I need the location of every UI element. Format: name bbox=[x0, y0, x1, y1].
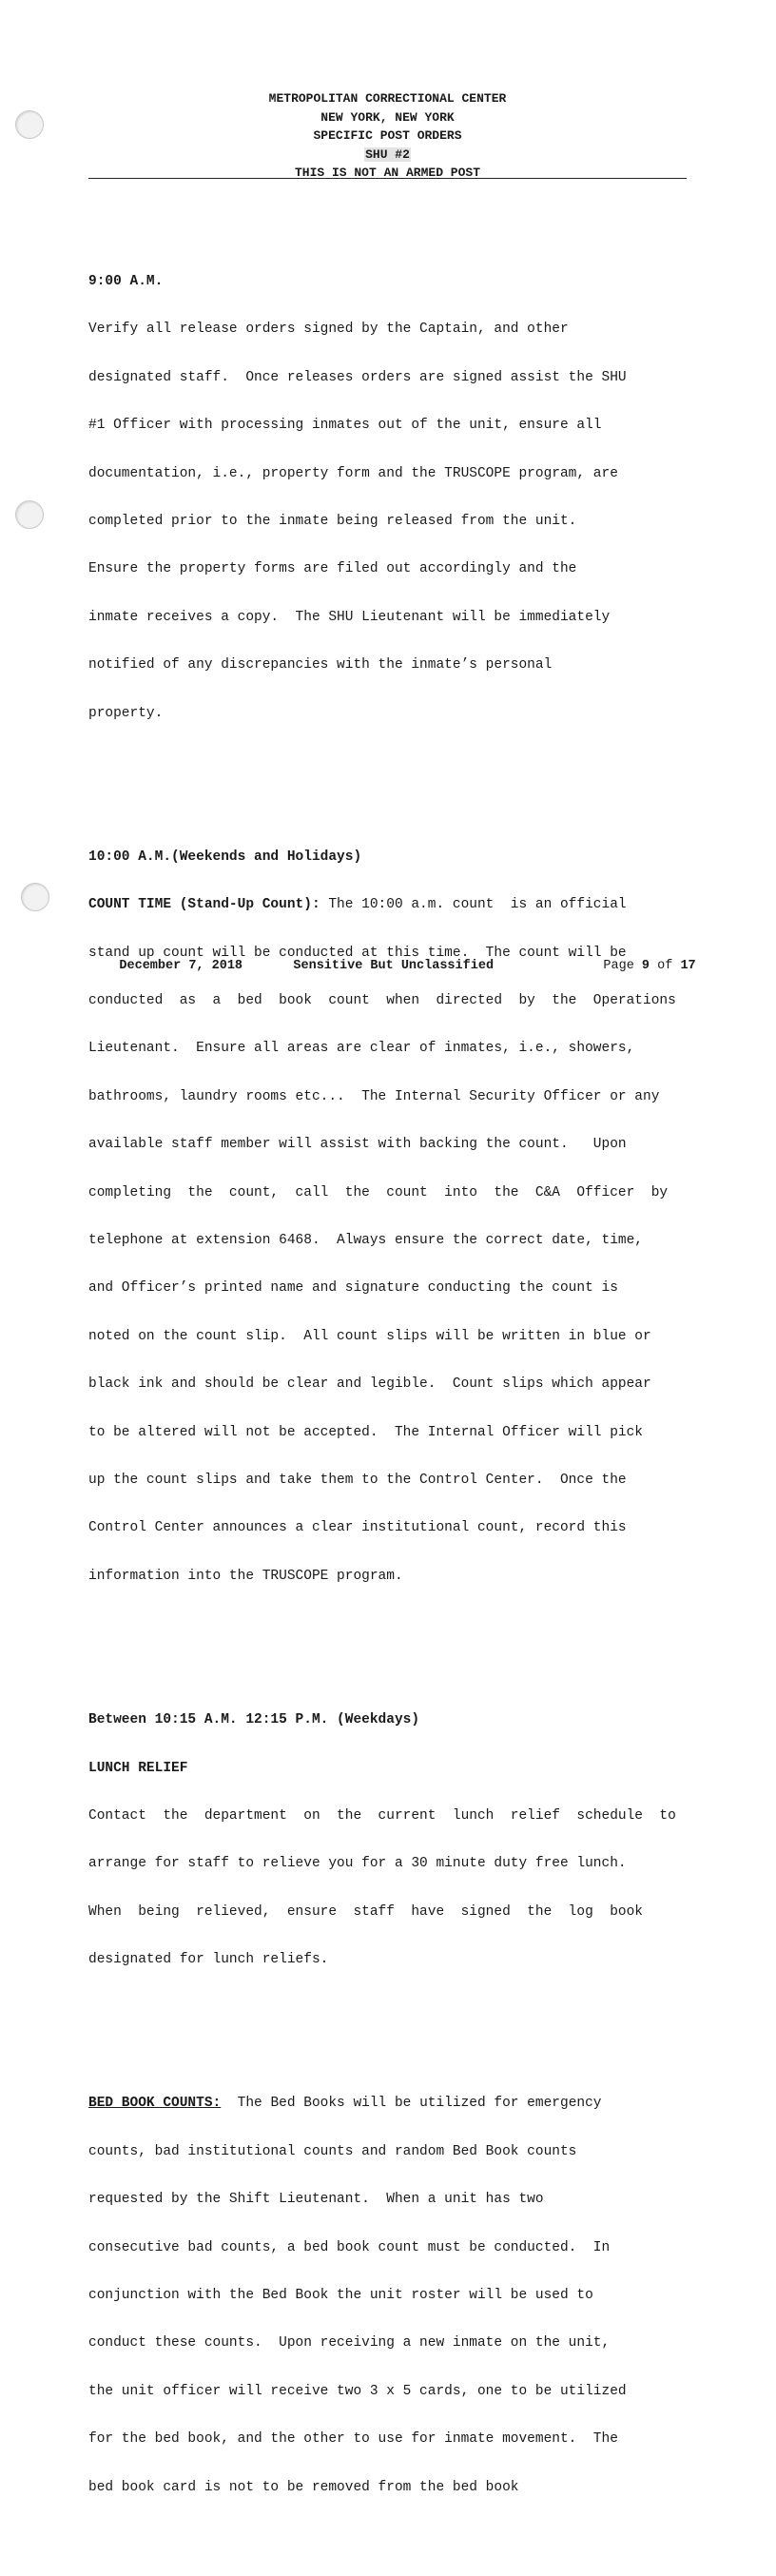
page-label: Page bbox=[603, 959, 634, 973]
text-line: information into the TRUSCOPE program. bbox=[88, 1568, 403, 1584]
of-label: of bbox=[657, 959, 673, 973]
text-line: completing the count, call the count into the C&A Officer by bbox=[88, 1184, 669, 1200]
text-line: property. bbox=[88, 705, 164, 721]
text-line-rest: The Bed Books will be utilized for emergency bbox=[221, 2096, 602, 2112]
text-line: When being relieved, ensure staff have signed the log book bbox=[88, 1903, 643, 1920]
current-page: 9 bbox=[641, 959, 650, 973]
text-line: completed prior to the inmate being released from the unit. bbox=[88, 513, 577, 529]
text-line: #1 Officer with processing inmates out of the unit, ensure all bbox=[88, 418, 602, 434]
text-line: designated staff. Once releases orders are signed assist the SHU bbox=[88, 369, 627, 385]
inline-underlined-label: BED BOOK COUNTS: bbox=[88, 2096, 222, 2112]
text-line: stand up count will be conducted at this time. The count will be bbox=[88, 945, 627, 961]
text-line: counts, bad institutional counts and random Bed Book counts bbox=[88, 2143, 577, 2159]
text-line: up the count slips and take them to the Control Center. Once the bbox=[88, 1472, 627, 1488]
header-location: NEW YORK, NEW YORK bbox=[320, 109, 455, 125]
text-line bbox=[88, 2096, 697, 2112]
text-line: for the bed book, and the other to use for inmate movement. The bbox=[88, 2431, 618, 2448]
document-header bbox=[88, 89, 687, 183]
footer-classification: Sensitive But Unclassified bbox=[293, 959, 495, 973]
text-line: and Officer’s printed name and signature conducting the count is bbox=[88, 1280, 618, 1297]
text-line-rest: The 10:00 a.m. count is an official bbox=[320, 897, 627, 913]
text-line: conducted as a bed book count when directed by the Operations bbox=[88, 993, 676, 1009]
text-line: Verify all release orders signed by the Captain, and other bbox=[88, 322, 569, 338]
total-pages: 17 bbox=[680, 959, 696, 973]
text-line: consecutive bad counts, a bed book count must be conducted. In bbox=[88, 2239, 611, 2255]
text-line: conjunction with the Bed Book the unit roster will be used to bbox=[88, 2288, 593, 2303]
document-body bbox=[88, 194, 697, 2576]
text-line: notified of any discrepancies with the inmate’s personal bbox=[88, 657, 553, 673]
binder-hole-bottom bbox=[21, 883, 49, 911]
text-line: Lieutenant. Ensure all areas are clear of inmates, i.e., showers, bbox=[88, 1041, 635, 1057]
section-count-time bbox=[88, 817, 697, 1616]
text-line: inmate receives a copy. The SHU Lieutenant will be immediately bbox=[88, 609, 611, 625]
header-document-type: SPECIFIC POST ORDERS bbox=[313, 128, 462, 143]
header-post-name: SHU #2 bbox=[365, 146, 410, 162]
text-line bbox=[88, 897, 697, 913]
section-bed-book-counts bbox=[88, 2064, 697, 2527]
text-line: bed book card is not to be removed from the bed book bbox=[88, 2479, 519, 2495]
text-line: requested by the Shift Lieutenant. When a unit has two bbox=[88, 2192, 544, 2208]
section-release-orders bbox=[88, 242, 697, 753]
section-heading: Between 10:15 A.M. 12:15 P.M. (Weekdays) bbox=[88, 1712, 420, 1728]
text-line: available staff member will assist with backing the count. Upon bbox=[88, 1137, 627, 1153]
footer-page-number bbox=[603, 958, 695, 975]
document-footer bbox=[88, 941, 697, 992]
text-line: arrange for staff to relieve you for a 30 minute duty free lunch. bbox=[88, 1856, 627, 1872]
text-line: telephone at extension 6468. Always ensure the correct date, time, bbox=[88, 1233, 643, 1248]
text-line: noted on the count slip. All count slips will be written in blue or bbox=[88, 1328, 651, 1344]
inline-bold-label: COUNT TIME (Stand-Up Count): bbox=[88, 897, 320, 913]
header-institution: METROPOLITAN CORRECTIONAL CENTER bbox=[268, 91, 507, 106]
section-heading: 9:00 A.M. bbox=[88, 273, 164, 289]
binder-hole-top bbox=[15, 110, 44, 139]
text-line: Ensure the property forms are filed out accordingly and the bbox=[88, 561, 577, 577]
header-post-status: THIS IS NOT AN ARMED POST bbox=[294, 166, 481, 180]
text-line: conduct these counts. Upon receiving a new inmate on the unit, bbox=[88, 2335, 611, 2352]
footer-date: December 7, 2018 bbox=[119, 959, 243, 973]
section-heading: 10:00 A.M.(Weekends and Holidays) bbox=[88, 849, 362, 865]
text-line: bathrooms, laundry rooms etc... The Internal Security Officer or any bbox=[88, 1088, 660, 1104]
text-line: Control Center announces a clear institutional count, record this bbox=[88, 1520, 627, 1536]
section-subheading: LUNCH RELIEF bbox=[88, 1760, 188, 1776]
binder-hole-middle bbox=[15, 500, 44, 529]
text-line: to be altered will not be accepted. The Internal Officer will pick bbox=[88, 1424, 643, 1440]
text-line: documentation, i.e., property form and the TRUSCOPE program, are bbox=[88, 465, 618, 481]
text-line: the unit officer will receive two 3 x 5 cards, one to be utilized bbox=[88, 2383, 627, 2399]
header-divider bbox=[88, 178, 687, 179]
section-lunch-relief bbox=[88, 1681, 697, 2000]
text-line: Contact the department on the current lunch relief schedule to bbox=[88, 1807, 676, 1824]
text-line: designated for lunch reliefs. bbox=[88, 1952, 329, 1968]
text-line: black ink and should be clear and legible. Count slips which appear bbox=[88, 1376, 651, 1393]
